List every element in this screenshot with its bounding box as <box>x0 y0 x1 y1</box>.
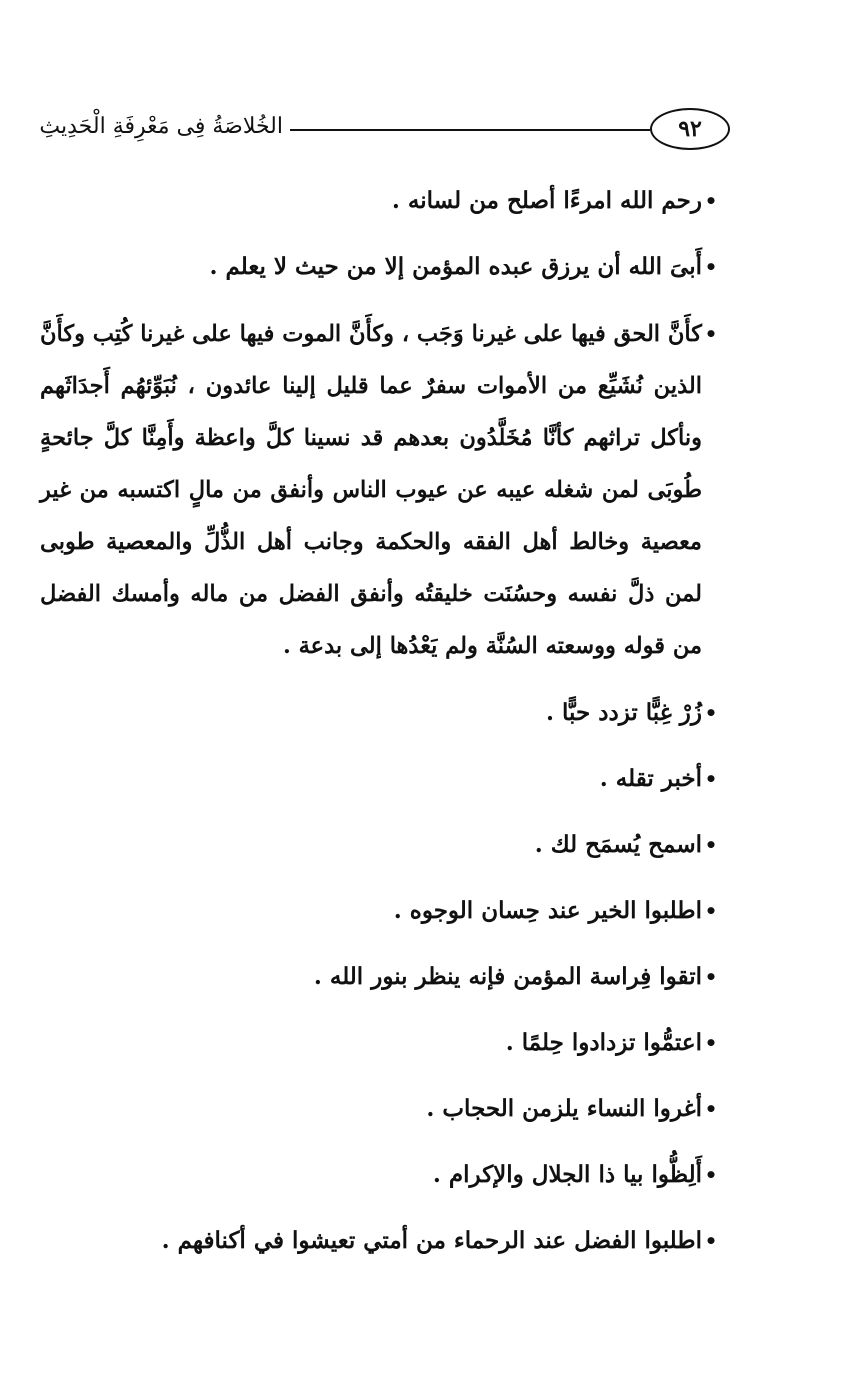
list-item <box>40 308 720 672</box>
bullet-icon: • <box>704 1229 718 1253</box>
list-item-text: اطلبوا الخير عند حِسان الوجوه . <box>393 897 702 924</box>
bullet-icon: • <box>704 1097 718 1121</box>
list-item <box>40 242 720 292</box>
bullet-icon: • <box>704 1031 718 1055</box>
list-item-text: زُرْ غِبًّا تزدد حبًّا . <box>546 699 702 726</box>
list-item <box>40 952 720 1002</box>
list-item <box>40 1084 720 1134</box>
running-header <box>28 108 730 154</box>
list-item-text: كأَنَّ الحق فيها على غيرنا وَجَب ، وكأَنَّ الموت فيها على غيرنا كُتِب وكأَنَّ الذين نُشَيِّع من الأموات سفرٌ عما قليل إلينا عائدون ، نُبَوِّئهُم أَجدَاثَهم ونأكل تراثهم كأنَّا مُخَلَّدُون بعدهم قد نسينا كلَّ واعظة وأَمِنَّا كلَّ جائحةٍ طُوبَى لمن شغله عيبه عن عيوب الناس وأنفق من مالٍ اكتسبه من غير معصية وخالط أهل الفقه والحكمة وجانب أهل الذُّلِّ والمعصية طوبى لمن ذلَّ نفسه وحسُنَت خليقتُه وأنفق الفضل من ماله وأمسك الفضل من قوله ووسعته السُنَّة ولم يَعْدُها إلى بدعة . <box>40 321 702 659</box>
list-item <box>40 754 720 804</box>
bullet-icon: • <box>704 255 718 279</box>
bullet-icon: • <box>704 833 718 857</box>
list-item-text: اسمح يُسمَح لك . <box>534 831 702 858</box>
bullet-icon: • <box>704 1163 718 1187</box>
bullet-icon: • <box>704 189 718 213</box>
list-item-text: أغروا النساء يلزمن الحجاب . <box>426 1095 702 1122</box>
list-item-text: اتقوا فِراسة المؤمن فإنه ينظر بنور الله . <box>313 963 702 990</box>
running-title: الخُلاصَةُ فِى مَعْرِفَةِ الْحَدِيثِ <box>39 114 283 139</box>
bullet-icon: • <box>704 701 718 725</box>
list-item-text: أَلِظُّوا بيا ذا الجلال والإكرام . <box>432 1161 702 1188</box>
bullet-icon: • <box>704 965 718 989</box>
list-item-text: اطلبوا الفضل عند الرحماء من أمتي تعيشوا في أكنافهم . <box>161 1227 702 1254</box>
list-item <box>40 1150 720 1200</box>
list-item <box>40 688 720 738</box>
list-item <box>40 1216 720 1266</box>
list-item <box>40 886 720 936</box>
list-item <box>40 176 720 226</box>
list-item <box>40 820 720 870</box>
list-item-text: اعتمُّوا تزدادوا حِلمًا . <box>505 1029 702 1056</box>
body-text <box>40 176 720 1282</box>
header-rule <box>290 129 650 131</box>
bullet-icon: • <box>704 899 718 923</box>
bullet-icon: • <box>704 322 718 346</box>
list-item-text: أخبر تقله . <box>599 765 702 792</box>
list-item <box>40 1018 720 1068</box>
list-item-text: أَبىَ الله أن يرزق عبده المؤمن إلا من حيث لا يعلم . <box>209 253 702 280</box>
bullet-icon: • <box>704 767 718 791</box>
list-item-text: رحم الله امرءًا أصلح من لسانه . <box>391 187 702 214</box>
page-number: ٩٢ <box>650 108 730 150</box>
